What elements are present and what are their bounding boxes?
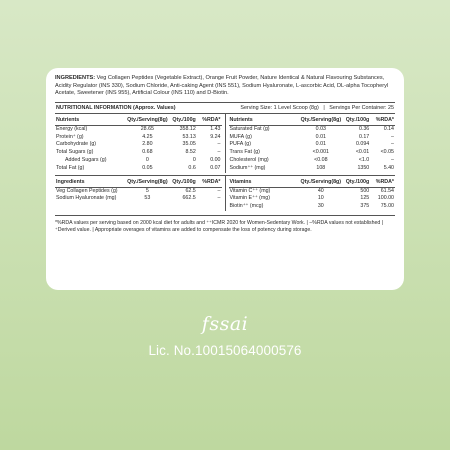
table-row [229,157,396,165]
row-value: 0 [145,156,149,163]
row-label: MUFA (g) [229,133,252,140]
table-row [229,187,396,195]
fssai-logo-text: fssai [201,313,249,335]
row-value: 35.05 [182,141,196,148]
row-value: 5.40 [383,164,394,171]
header-cell: Qty./Serving(8g) [300,114,343,126]
nutrition-label-card [46,68,404,290]
row-value: 1350 [357,164,370,171]
row-value: 358.12 [179,125,196,132]
table-row [55,149,222,157]
row-label: PUFA (g) [229,141,251,148]
table-row [229,203,396,211]
ingredients-statement [55,75,395,98]
header-cell: %RDA* [197,114,222,126]
table-row [229,141,396,149]
fats-body [229,125,396,172]
row-value: 10 [317,195,324,202]
row-value: 0.01 [315,141,326,148]
row-value: 108 [316,164,326,171]
nutrition-title: NUTRITIONAL INFORMATION (Approx. Values) [56,104,176,111]
row-value: 62.5 [185,187,196,194]
row-label: Biotin⁺⁺ (mcg) [229,203,264,210]
row-value: 0.01 [315,133,326,140]
table-row [55,141,222,149]
ingredients-body [55,187,222,203]
row-value: 0.36 [358,125,370,132]
header-cell: %RDA* [370,176,395,188]
row-value: 4.25 [142,133,153,140]
ingredients-vitamins-section [55,175,395,211]
table-row [55,125,222,133]
row-value: 0.00 [210,156,221,163]
table-row [55,134,222,142]
row-value: <0.01 [355,149,370,156]
header-cell: Qty./100g [169,176,197,188]
row-value: 0.6 [188,164,196,171]
header-cell: Qty./Serving(8g) [300,176,343,188]
header-cell: %RDA* [197,176,222,188]
row-label: Trans Fat (g) [229,149,260,156]
row-label: Sodium Hyaluronate (mg) [56,195,117,202]
vitamins-table [229,176,396,211]
row-value: 61.54 [380,187,394,194]
ingredients-label: INGREDIENTS: [55,75,96,81]
header-cell: Qty./100g [342,114,370,126]
header-cell: Qty./100g [169,114,197,126]
header-cell: Vitamins [229,176,300,188]
row-value: 1.43 [210,125,221,132]
header-cell: Qty./100g [342,176,370,188]
header-cell: Qty./Serving(8g) [126,114,169,126]
license-number: Lic. No.10015064000576 [148,343,302,358]
row-value: 100.00 [377,195,394,202]
row-label: Total Fat (g) [56,164,85,171]
row-value: 8.52 [185,149,196,156]
row-value: 0.17 [358,133,370,140]
row-value: 125 [360,195,370,202]
row-value: 9.24 [210,133,221,140]
header-cell: %RDA* [370,114,395,126]
nutrients-section [55,114,395,173]
row-label: Added Sugars (g) [65,156,107,163]
row-value: – [391,141,394,148]
row-label: Veg Collagen Peptides (g) [56,187,118,194]
serving-info [237,105,394,111]
table-row [229,134,396,142]
table-header-row [229,114,396,126]
fssai-logo [0,313,450,335]
header-cell: Qty./Serving(8g) [126,176,169,188]
row-value: 53.13 [182,133,196,140]
row-value: – [391,133,394,140]
table-row [55,165,222,173]
vitamins-body [229,187,396,211]
table-row [229,149,396,157]
table-row [55,187,222,195]
ingredients-column [55,176,226,211]
row-label: Saturated Fat (g) [229,125,270,132]
row-label: Energy (kcal) [56,125,88,132]
row-value: 53 [144,195,151,202]
serving-size: Serving Size: 1 Level Scoop (8g) [240,104,319,111]
row-value: 40 [317,187,324,194]
row-value: <1.0 [358,156,370,163]
row-value: 2.80 [142,141,153,148]
row-value: – [391,156,394,163]
row-value: 0 [192,156,196,163]
row-value: – [217,195,221,202]
row-label: Total Sugars (g) [56,149,94,156]
row-value: 0.05 [142,164,153,171]
header-cell: Nutrients [229,114,300,126]
header-cell: Nutrients [55,114,126,126]
row-value: – [217,149,221,156]
row-value: 662.5 [182,195,196,202]
table-header-row [229,176,396,188]
table-header-row [55,114,222,126]
table-row [55,157,222,165]
nutrients-column [55,114,226,173]
fats-column [226,114,396,173]
row-value: 28.65 [140,125,154,132]
row-label: Sodium⁺⁺ (mg) [229,164,266,171]
row-value: – [217,141,221,148]
ingredients-table [55,176,222,204]
row-label: Carbohydrate (g) [56,141,97,148]
row-value: <0.001 [312,149,329,156]
nutrition-header [55,102,395,114]
row-value: – [217,187,221,194]
row-value: <0.08 [314,156,328,163]
row-value: 5 [145,187,149,194]
table-header-row [55,176,222,188]
row-value: 0.14 [383,125,394,132]
row-label: Vitamin C⁺⁺ (mg) [229,187,271,194]
row-label: Protein⁺ (g) [56,133,84,140]
row-value: 30 [317,203,324,210]
row-value: 375 [360,203,370,210]
row-value: 75.00 [380,203,394,210]
footnote: *%RDA values per serving based on 2000 kcal diet for adults and ⁺⁺ICMR 2020 for Women-Sedentary Work. | –%RDA values not established | ⁺Derived value. | Appropriate overages of vitamins are added to compensate the loss of potency during storage. [55,215,395,234]
table-row [229,165,396,173]
nutrients-table [55,114,222,173]
row-value: 0.07 [210,164,221,171]
vitamins-column [226,176,396,211]
nutrients-body [55,125,222,172]
fats-table [229,114,396,173]
row-value: <0.05 [380,149,394,156]
row-value: 500 [360,187,370,194]
serving-separator: | [323,104,325,111]
table-row [229,125,396,133]
row-value: 0.68 [142,149,153,156]
header-cell: Ingredients [55,176,126,188]
row-label: Vitamin E⁺⁺ (mg) [229,195,271,202]
ingredients-text: Veg Collagen Peptides (Vegetable Extract), Orange Fruit Powder, Nature Identical & Natural Flavouring Substances, Acidity Regulator (INS 330), Sodium Chloride, Anti-caking Agent (INS 551), Sodium Hyaluronate, L-ascorbic Acid, DL-alpha Tocopheryl Acetate, Sweetener (INS 955), Artificial Colour (INS 110) and D-Biotin. [55,75,389,97]
table-row [229,195,396,203]
table-row [55,195,222,203]
row-label: Cholesterol (mg) [229,156,269,163]
row-value: 0.03 [315,125,326,132]
servings-per-container: Servings Per Container: 25 [329,104,394,111]
row-value: 0.094 [355,141,370,148]
